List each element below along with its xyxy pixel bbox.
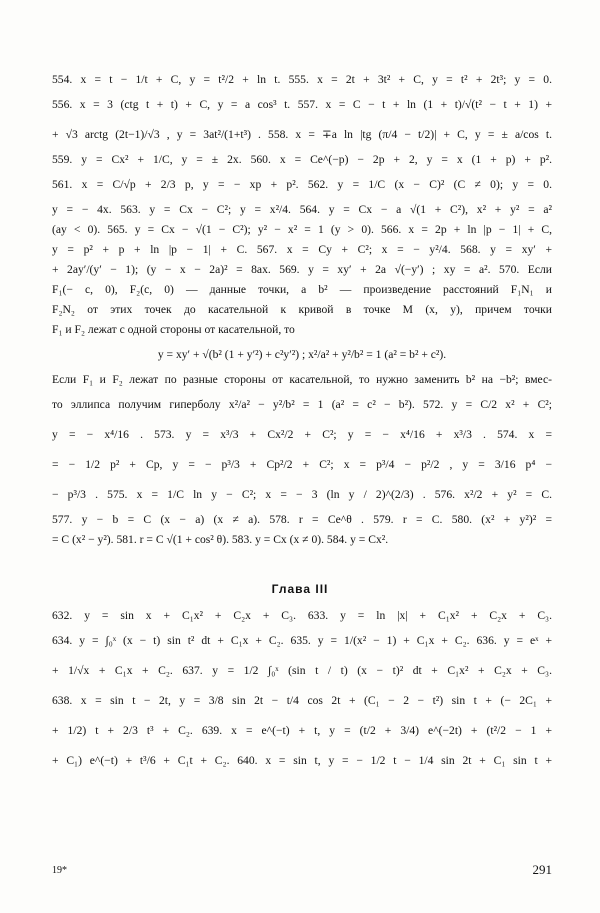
chapter-heading: Глава III xyxy=(271,582,329,596)
answers-section-chapter-2 xyxy=(52,70,552,550)
text-line: = C (x² − y²). 581. r = C √(1 + cos² θ). 583. y = Cx (x ≠ 0). 584. y = Cx². xyxy=(52,533,389,546)
text-line: 632. y = sin x + C₁x² + C₂x + C₃. 633. y = ln |x| + C₁x² + C₂x + C₃. xyxy=(52,609,552,622)
page-number: 291 xyxy=(532,862,552,877)
signature-mark: 19* xyxy=(52,865,67,876)
formula-line: y = xy′ + √(b² (1 + y′²) + c²y′²) ; x²/a² + y²/b² = 1 (a² = b² + c²). xyxy=(157,348,447,361)
text-line: F₁ и F₂ лежат с одной стороны от касательной, то xyxy=(52,323,295,336)
text-line: F₁(− c, 0), F₂(c, 0) — данные точки, a b² — произведение расстояний F₁N₁ и xyxy=(52,283,552,296)
text-line: то эллипса получим гиперболу x²/a² − y²/b² = 1 (a² = c² − b²). 572. y = C/2 x² + C²; xyxy=(52,398,552,411)
text-line: 554. x = t − 1/t + C, y = t²/2 + ln t. 555. x = 2t + 3t² + C, y = t² + 2t³; y = 0. xyxy=(52,73,552,86)
text-line: = − 1/2 p² + Cp, y = − p³/3 + Cp²/2 + C²; x = p³/4 − p²/2 , y = 3/16 p⁴ − xyxy=(52,458,552,471)
text-line: + 2ay′/(y′ − 1); (y − x − 2a)² = 8ax. 569. y = xy′ + 2a √(−y′) ; xy = a². 570. Если xyxy=(52,263,552,276)
text-line: Если F₁ и F₂ лежат по разные стороны от касательной, то нужно заменить b² на −b²; вмес- xyxy=(52,373,552,386)
text-line: 559. y = Cx² + 1/C, y = ± 2x. 560. x = Ce^(−p) − 2p + 2, y = x (1 + p) + p². xyxy=(52,153,552,166)
text-line: 556. x = 3 (ctg t + t) + C, y = a cos³ t. 557. x = C − t + ln (1 + t)/√(t² − t + 1) + xyxy=(52,98,552,111)
text-line: (ay < 0). 565. y = Cx − √(1 − C²); y² − x² = 1 (y > 0). 566. x = 2p + ln |p − 1| + C, xyxy=(52,223,552,236)
answers-section-chapter-3 xyxy=(52,606,552,776)
text-line: 561. x = C/√p + 2/3 p, y = − xp + p². 562. y = 1/C (x − C)² (C ≠ 0); y = 0. xyxy=(52,178,552,191)
text-line: + C₁) e^(−t) + t³/6 + C₁t + C₂. 640. x = sin t, y = − 1/2 t − 1/4 sin 2t + C₁ sin t + xyxy=(52,754,552,767)
text-line: F₂N₂ от этих точек до касательной к кривой в точке M (x, y), причем точки xyxy=(52,303,552,316)
text-line: 634. y = ∫₀ˣ (x − t) sin t² dt + C₁x + C₂. 635. y = 1/(x² − 1) + C₁x + C₂. 636. y = eˣ + xyxy=(52,634,552,647)
text-line: y = − 4x. 563. y = Cx − C²; y = x²/4. 564. y = Cx − a √(1 + C²), x² + y² = a² xyxy=(52,203,552,216)
text-line: 577. y − b = C (x − a) (x ≠ a). 578. r = Ce^θ . 579. r = C. 580. (x² + y²)² = xyxy=(52,513,552,526)
text-line: + 1/√x + C₁x + C₂. 637. y = 1/2 ∫₀ˣ (sin t / t) (x − t)² dt + C₁x² + C₂x + C₃. xyxy=(52,664,552,677)
text-line: + 1/2) t + 2/3 t³ + C₂. 639. x = e^(−t) + t, y = (t/2 + 3/4) e^(−2t) + (t²/2 − 1 + xyxy=(52,724,552,737)
text-line: + √3 arctg (2t−1)/√3 , y = 3at²/(1+t³) . 558. x = ∓a ln |tg (π/4 − t/2)| + C, y = ± a/cos t. xyxy=(52,128,552,141)
text-line: − p³/3 . 575. x = 1/C ln y − C²; x = − 3 (ln y / 2)^(2/3) . 576. x²/2 + y² = C. xyxy=(52,488,552,501)
text-line: y = p² + p + ln |p − 1| + C. 567. x = Cy + C²; x = − y²/4. 568. y = xy′ + xyxy=(52,243,552,256)
text-line: y = − x⁴/16 . 573. y = x³/3 + Cx²/2 + C²; y = − x⁴/16 + x³/3 . 574. x = xyxy=(52,428,552,441)
text-line: 638. x = sin t − 2t, y = 3/8 sin 2t − t/4 cos 2t + (C₁ − 2 − t²) sin t + (− 2C₁ + xyxy=(52,694,552,707)
